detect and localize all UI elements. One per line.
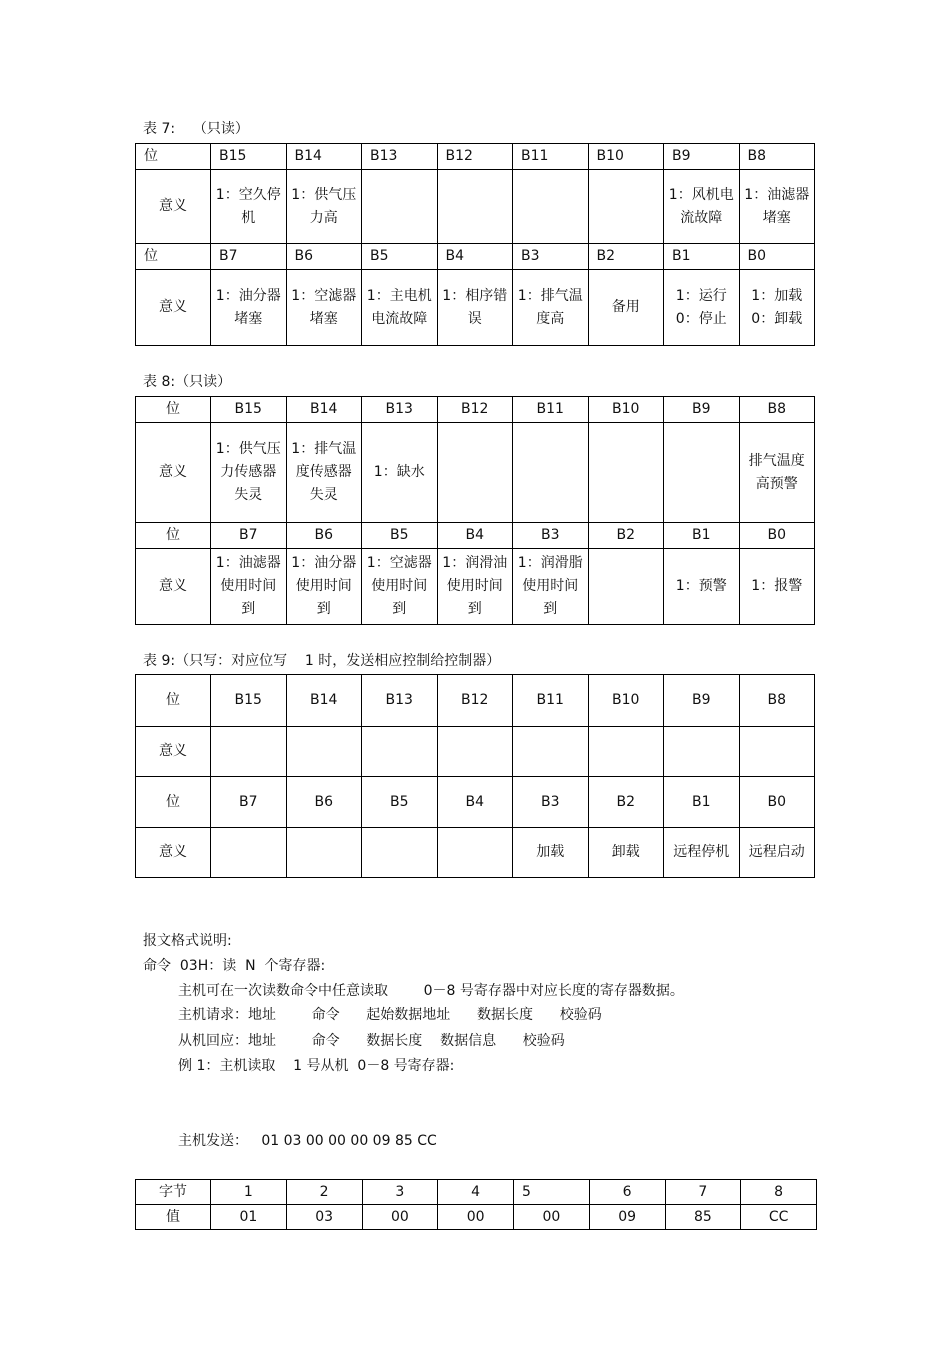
value-label: 值 [136,1205,211,1230]
table8-caption: 表 8:（只读） [143,374,232,390]
meaning-cell [739,727,815,777]
table7-caption: 表 7: （只读） [143,121,249,137]
meaning-cell: 1：油滤器使用时间到 [211,549,287,625]
bit-cell: B14 [286,397,362,423]
bit-cell: B15 [211,397,287,423]
bit-cell: B4 [437,523,513,549]
value-cell: 09 [589,1205,665,1230]
meaning-cell: 1：油分器使用时间到 [286,549,362,625]
value-cell: CC [741,1205,817,1230]
bit-cell: B15 [211,675,287,727]
meaning-cell [588,549,664,625]
message-heading: 报文格式说明: [143,933,232,949]
meaning-cell [286,828,362,878]
bit-cell: B0 [739,244,815,270]
meaning-cell: 1：油分器堵塞 [211,270,287,346]
bit-cell: B7 [211,244,287,270]
bit-cell: B9 [664,144,740,170]
meaning-cell [664,727,740,777]
bit-label: 位 [136,397,211,423]
bit-cell: B8 [739,397,815,423]
table9-caption: 表 9:（只写：对应位写 1 时，发送相应控制给控制器） [143,653,501,669]
bit-cell: B14 [286,675,362,727]
bit-cell: B8 [739,144,815,170]
value-cell: 03 [286,1205,362,1230]
meaning-cell [437,828,513,878]
table8 [135,396,815,625]
meaning-cell: 1：风机电流故障 [664,170,740,244]
bit-cell: B11 [513,397,589,423]
bit-cell: B2 [588,523,664,549]
bit-label: 位 [136,777,211,828]
byte-cell: 2 [286,1180,362,1205]
meaning-cell: 1：排气温度高 [513,270,589,346]
meaning-label: 意义 [136,727,211,777]
meaning-cell: 1：加载 0：卸载 [739,270,815,346]
meaning-cell: 1：运行 0：停止 [664,270,740,346]
bit-label: 位 [136,675,211,727]
meaning-cell: 排气温度高预警 [739,423,815,523]
bit-cell: B4 [437,244,513,270]
bit-cell: B7 [211,777,287,828]
bit-cell: B7 [211,523,287,549]
value-cell: 85 [665,1205,741,1230]
bit-cell: B5 [362,523,438,549]
meaning-cell [437,423,513,523]
meaning-cell [588,423,664,523]
bit-label: 位 [136,244,211,270]
bit-cell: B0 [739,523,815,549]
bit-cell: B6 [286,777,362,828]
value-cell: 01 [211,1205,287,1230]
value-cell: 00 [514,1205,590,1230]
bit-cell: B8 [739,675,815,727]
meaning-cell [437,170,513,244]
meaning-label: 意义 [136,423,211,523]
bit-cell: B5 [362,244,438,270]
bit-cell: B1 [664,777,740,828]
meaning-cell: 1：相序错误 [437,270,513,346]
bit-cell: B1 [664,523,740,549]
command-line: 命令 03H：读 N 个寄存器: [143,958,326,974]
meaning-cell [362,170,438,244]
bit-cell: B5 [362,777,438,828]
request-line: 主机请求：地址 命令 起始数据地址 数据长度 校验码 [178,1007,602,1023]
value-cell: 00 [438,1205,514,1230]
byte-cell: 6 [589,1180,665,1205]
meaning-cell: 卸载 [588,828,664,878]
meaning-label: 意义 [136,549,211,625]
meaning-cell: 备用 [588,270,664,346]
bit-cell: B0 [739,777,815,828]
meaning-label: 意义 [136,270,211,346]
bit-cell: B2 [588,777,664,828]
send-line: 主机发送： 01 03 00 00 00 09 85 CC [178,1133,437,1149]
meaning-cell: 1：供气压力高 [286,170,362,244]
value-cell: 00 [362,1205,438,1230]
bit-cell: B3 [513,244,589,270]
bit-cell: B4 [437,777,513,828]
example-line: 例 1：主机读取 1 号从机 0－8 号寄存器: [178,1058,455,1074]
bit-cell: B9 [664,397,740,423]
meaning-cell: 1：预警 [664,549,740,625]
meaning-cell [437,727,513,777]
meaning-cell [362,828,438,878]
meaning-cell [513,170,589,244]
bit-cell: B6 [286,244,362,270]
meaning-cell [513,423,589,523]
byte-cell: 1 [211,1180,287,1205]
bit-cell: B6 [286,523,362,549]
bit-cell: B14 [286,144,362,170]
meaning-cell: 1：空久停机 [211,170,287,244]
meaning-cell: 远程启动 [739,828,815,878]
description-line: 主机可在一次读数命令中任意读取 0－8 号寄存器中对应长度的寄存器数据。 [178,983,684,999]
bit-cell: B12 [437,675,513,727]
meaning-cell [513,727,589,777]
bit-label: 位 [136,144,211,170]
meaning-cell: 1：主电机电流故障 [362,270,438,346]
response-line: 从机回应：地址 命令 数据长度 数据信息 校验码 [178,1033,565,1049]
bit-cell: B13 [362,144,438,170]
meaning-cell [588,170,664,244]
bit-cell: B10 [588,144,664,170]
byte-cell: 5 [514,1180,590,1205]
meaning-cell: 1：油滤器堵塞 [739,170,815,244]
meaning-cell: 1：润滑脂使用时间到 [513,549,589,625]
bit-cell: B10 [588,675,664,727]
bit-cell: B15 [211,144,287,170]
bit-cell: B13 [362,397,438,423]
meaning-cell: 远程停机 [664,828,740,878]
meaning-cell: 1：空滤器使用时间到 [362,549,438,625]
bit-label: 位 [136,523,211,549]
meaning-cell: 1：空滤器堵塞 [286,270,362,346]
bit-cell: B9 [664,675,740,727]
meaning-cell [286,727,362,777]
bit-cell: B11 [513,144,589,170]
byte-cell: 8 [741,1180,817,1205]
meaning-cell [664,423,740,523]
byte-cell: 4 [438,1180,514,1205]
meaning-label: 意义 [136,828,211,878]
bit-cell: B3 [513,523,589,549]
meaning-cell [362,727,438,777]
meaning-cell: 1：供气压力传感器失灵 [211,423,287,523]
byte-cell: 3 [362,1180,438,1205]
bit-cell: B10 [588,397,664,423]
bit-cell: B2 [588,244,664,270]
byte-table [135,1179,817,1230]
meaning-cell: 加载 [513,828,589,878]
bit-cell: B3 [513,777,589,828]
meaning-cell [211,727,287,777]
bit-cell: B12 [437,144,513,170]
byte-label: 字节 [136,1180,211,1205]
bit-cell: B12 [437,397,513,423]
meaning-cell: 1：缺水 [362,423,438,523]
meaning-cell [588,727,664,777]
meaning-label: 意义 [136,170,211,244]
byte-cell: 7 [665,1180,741,1205]
bit-cell: B1 [664,244,740,270]
meaning-cell [211,828,287,878]
table9 [135,674,815,878]
bit-cell: B13 [362,675,438,727]
bit-cell: B11 [513,675,589,727]
table7 [135,143,815,346]
meaning-cell: 1：报警 [739,549,815,625]
meaning-cell: 1：润滑油使用时间到 [437,549,513,625]
meaning-cell: 1：排气温度传感器失灵 [286,423,362,523]
